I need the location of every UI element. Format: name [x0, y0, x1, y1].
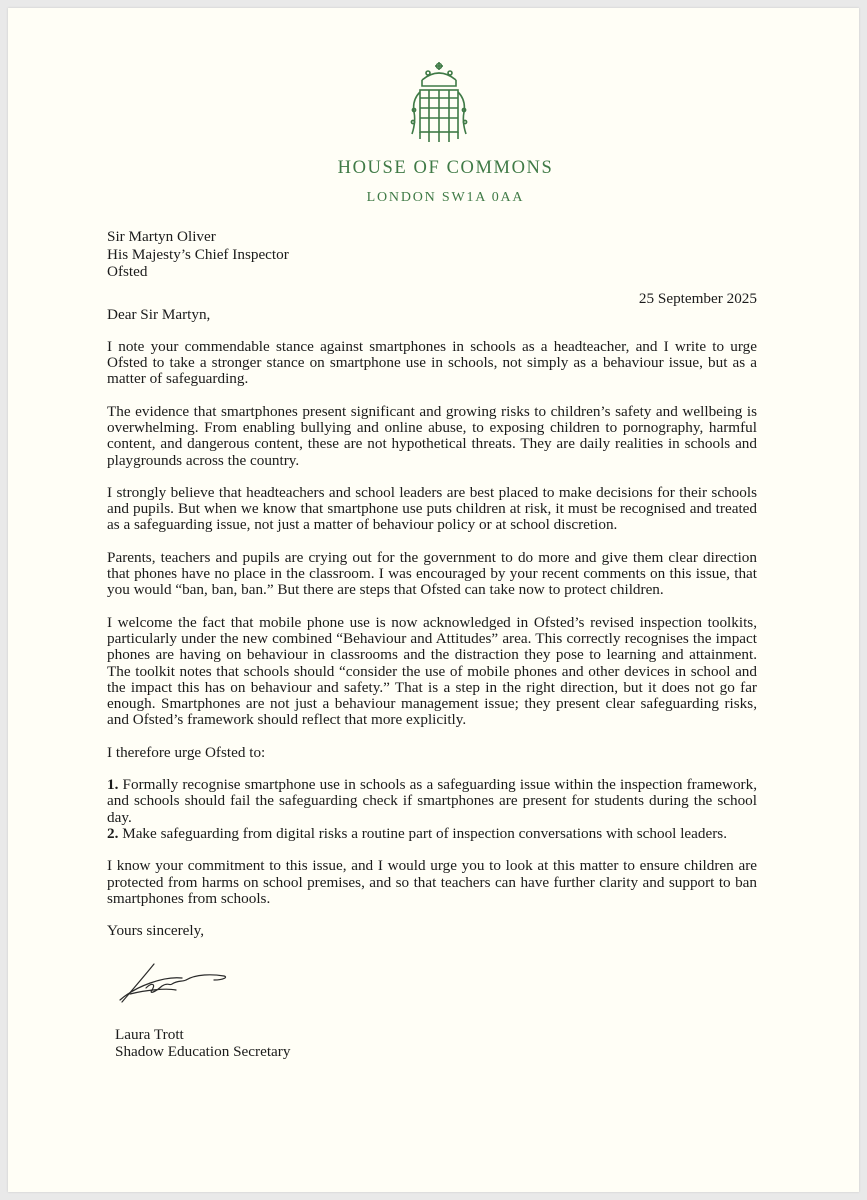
paragraph: I welcome the fact that mobile phone use is now acknowledged in Ofsted’s revised inspection toolkits, particularly under the new combined “Behaviour and Attitudes” area. This correctly recognises the impact phones are having on behaviour in classrooms and the distraction they pose to learning and attainment. The toolkit notes that schools should “consider the use of mobile phones and other devices in school and the impact this has on behaviour and safety.” That is a step in the right direction, but it does not go far enough. Smartphones are not just a behaviour management issue; they present clear safeguarding risks, and Ofsted’s framework should reflect that more explicitly.: [107, 613, 757, 729]
recipient-position: His Majesty’s Chief Inspector: [107, 245, 289, 263]
letterhead-address: LONDON SW1A 0AA: [366, 190, 525, 205]
list-number: 2.: [107, 824, 119, 842]
paragraph: I note your commendable stance against smartphones in schools as a headteacher, and I write to urge Ofsted to take a stronger stance on smartphone use in schools, not simply as a behaviour issue, but as a matter of safeguarding.: [107, 337, 757, 388]
list-item: [107, 777, 757, 826]
recipient-organisation: Ofsted: [107, 263, 148, 280]
paragraph: I therefore urge Ofsted to:: [107, 743, 266, 761]
letter-page: [8, 8, 859, 1192]
portcullis-icon: [408, 60, 470, 156]
closing-paragraph: I know your commitment to this issue, and I would urge you to look at this matter to ensure children are protected from harms on school premises, and so that teachers can have further clarity and support to ban smartphones from schools.: [107, 857, 757, 907]
list-text: Formally recognise smartphone use in schools as a safeguarding issue within the inspection framework, and schools should fail the safeguarding check if smartphones are present for students during the school day.: [107, 776, 758, 826]
signatory-title: Shadow Education Secretary: [115, 1042, 291, 1060]
letterhead-title: HOUSE OF COMMONS: [337, 158, 554, 178]
salutation: Dear Sir Martyn,: [107, 305, 211, 323]
signature-icon: [116, 960, 234, 1010]
letter-date: 25 September 2025: [638, 289, 757, 307]
paragraph: Parents, teachers and pupils are crying out for the government to do more and give them clear direction that phones have no place in the classroom. I was encouraged by your recent comments on this issue, that you would “ban, ban, ban.” But there are steps that Ofsted can take now to protect children.: [107, 548, 757, 599]
list-text: Make safeguarding from digital risks a routine part of inspection conversations with school leaders.: [122, 824, 727, 842]
letter-body: [107, 228, 757, 939]
sign-off: Yours sincerely,: [107, 922, 205, 940]
paragraph: I strongly believe that headteachers and school leaders are best placed to make decisions for their schools and pupils. But when we know that smartphone use puts children at risk, it must be recognised and treated as a safeguarding issue, not just a matter of behaviour policy or at school discretion.: [107, 483, 757, 534]
list-item: [107, 826, 757, 842]
signatory-name: Laura Trott: [115, 1026, 184, 1043]
list-number: 1.: [107, 776, 119, 794]
recipient-name: Sir Martyn Oliver: [107, 228, 216, 245]
signatory-block: [115, 1027, 290, 1060]
paragraph: The evidence that smartphones present significant and growing risks to children’s safety and wellbeing is overwhelming. From enabling bullying and online abuse, to exposing children to pornography, harmful content, and dangerous content, these are not hypothetical threats. They are daily realities in schools and playgrounds across the country.: [107, 402, 757, 469]
recipient-block: [107, 228, 757, 281]
